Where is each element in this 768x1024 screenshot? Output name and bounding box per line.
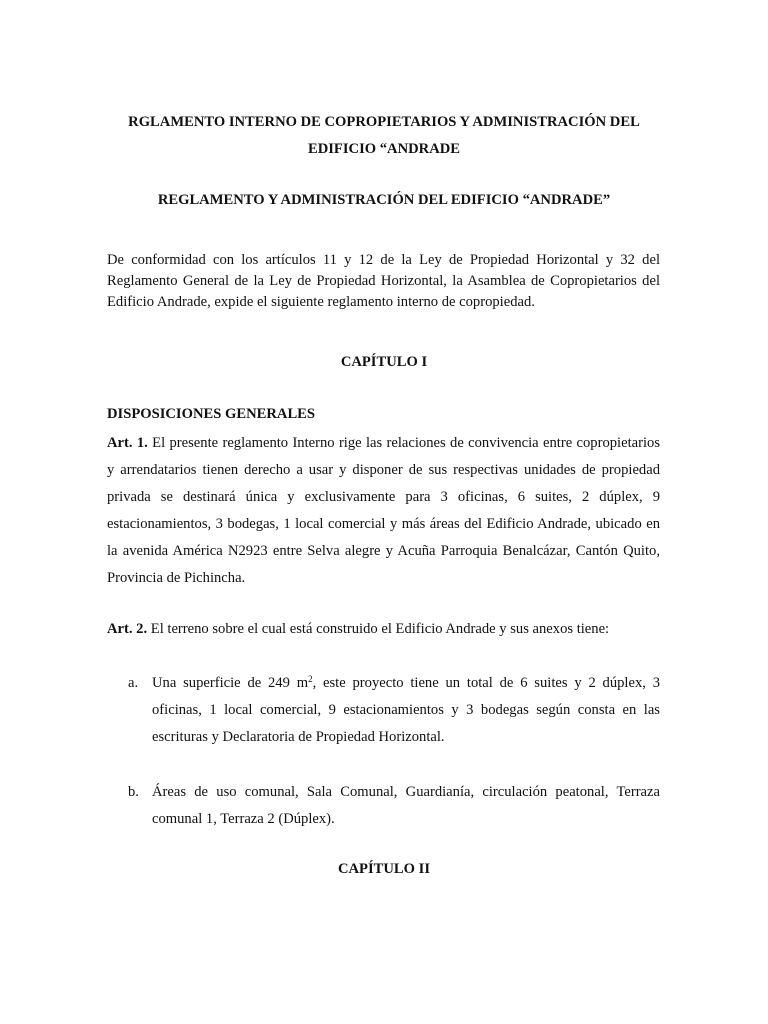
document-subtitle: REGLAMENTO Y ADMINISTRACIÓN DEL EDIFICIO “ANDRADE” — [157, 192, 611, 208]
list-item-text-part: , este proyecto tiene un total de 6 suites y 2 dúplex, 3 oficinas, 1 local comercial, 9 estacionamientos y 3 bodegas según consta en las escrituras y Declaratoria de Propiedad Horizontal. — [152, 675, 660, 745]
article-1-label: Art. 1. — [107, 435, 148, 451]
chapter-2-heading: CAPÍTULO II — [337, 861, 431, 877]
superscript: 2 — [308, 674, 313, 684]
article-1 — [107, 430, 660, 592]
document-title — [0, 109, 768, 163]
list-marker: a. — [128, 675, 139, 691]
list-item-text — [152, 670, 660, 751]
section-heading: DISPOSICIONES GENERALES — [107, 406, 316, 422]
article-2-label: Art. 2. — [107, 621, 148, 637]
intro-paragraph: De conformidad con los artículos 11 y 12 de la Ley de Propiedad Horizontal y 32 del Reglamento General de la Ley de Propiedad Horizontal, la Asamblea de Copropietarios del Edificio Andrade, expide el siguiente reglamento interno de copropiedad. — [107, 252, 660, 310]
article-2 — [107, 619, 660, 639]
list-item-text-part: Una superficie de 249 m — [152, 675, 309, 691]
title-line-2: EDIFICIO “ANDRADE — [307, 141, 461, 157]
title-line-1: RGLAMENTO INTERNO DE COPROPIETARIOS Y ADMINISTRACIÓN DEL — [128, 114, 640, 130]
chapter-1-heading: CAPÍTULO I — [340, 354, 428, 370]
list-marker: b. — [128, 784, 139, 800]
list-item-text: Áreas de uso comunal, Sala Comunal, Guardianía, circulación peatonal, Terraza comunal 1, Terraza 2 (Dúplex). — [152, 784, 660, 827]
article-2-text: El terreno sobre el cual está construido el Edificio Andrade y sus anexos tiene: — [147, 621, 610, 637]
article-1-text: El presente reglamento Interno rige las relaciones de convivencia entre copropietarios y arrendatarios tienen derecho a usar y disponer de sus respectivas unidades de propiedad privada se destinará única y exclusivamente para 3 oficinas, 6 suites, 2 dúplex, 9 estacionamientos, 3 bodegas, 1 local comercial y más áreas del Edificio Andrade, ubicado en la avenida América N2923 entre Selva alegre y Acuña Parroquia Benalcázar, Cantón Quito, Provincia de Pichincha. — [107, 435, 661, 586]
